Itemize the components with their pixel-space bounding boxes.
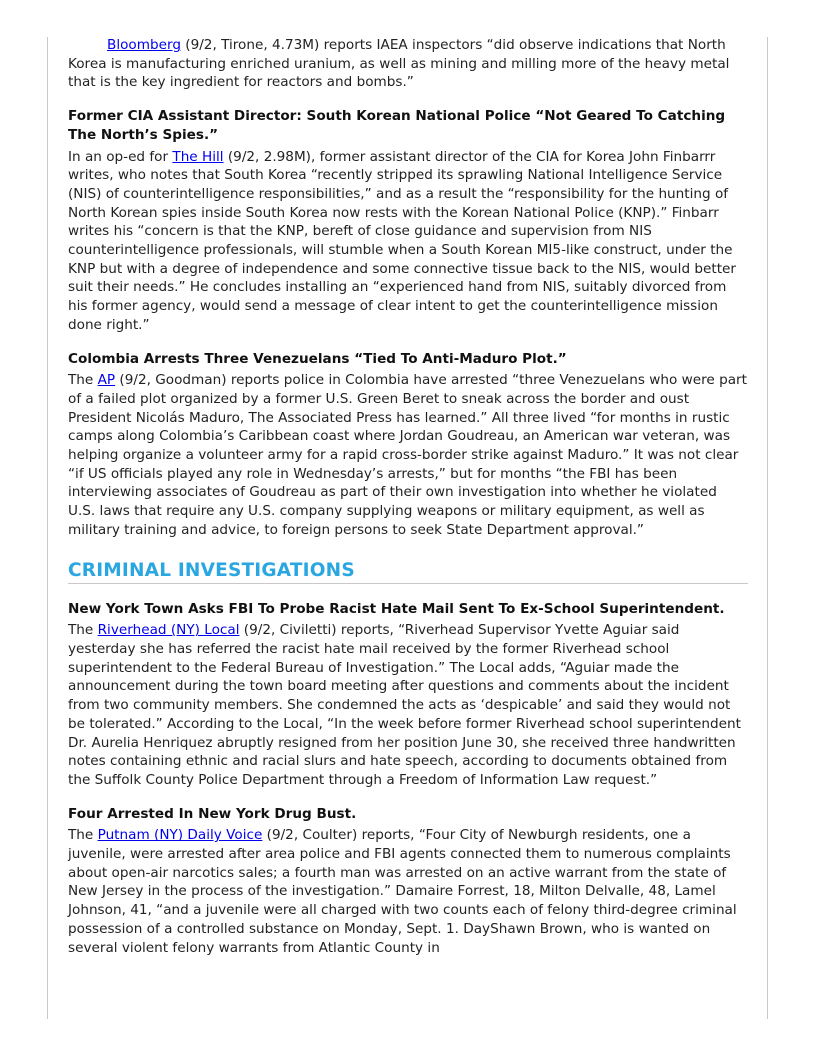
bloomberg-paragraph-text: (9/2, Tirone, 4.73M) reports IAEA inspectors “did observe indications that North Korea is manufacturing enriched uranium, as well as mining and milling more of the heavy metal that is the key ingredient for reactors and bombs.” [68,37,730,91]
article-headline-colombia: Colombia Arrests Three Venezuelans “Tied To Anti-Maduro Plot.” [68,350,567,367]
bloomberg-paragraph [68,36,748,92]
article-body-prefix: The [68,372,98,389]
riverhead-local-link[interactable]: Riverhead (NY) Local [97,622,240,639]
article-body-cia-korea [68,148,748,335]
article-body-prefix: The [68,622,98,639]
article-body-text: (9/2, Coulter) reports, “Four City of Newburgh residents, one a juvenile, were arrested after area police and FBI agents connected them to numerous complaints about open-air narcotics sales; a fourth man was arrested on an active warrant from the state of New Jersey in the process of the investigation.” Damaire Forrest, 18, Milton Delvalle, 48, Lamel Johnson, 41, “and a juvenile were all charged with two counts each of felony third-degree criminal possession of a controlled substance on Monday, Sept. 1. DayShawn Brown, who is wanted on several violent felony warrants from Atlantic County in [68,827,737,956]
bloomberg-link[interactable]: Bloomberg [107,37,181,53]
article-body-prefix: The [68,827,98,844]
right-margin-rule [767,37,768,1019]
putnam-daily-voice-link[interactable]: Putnam (NY) Daily Voice [97,827,263,844]
article-headline-riverhead: New York Town Asks FBI To Probe Racist Hate Mail Sent To Ex-School Superintendent. [68,600,725,617]
the-hill-link[interactable]: The Hill [172,148,224,165]
article-headline-drug-bust: Four Arrested In New York Drug Bust. [68,805,357,822]
article-body-text: (9/2, Goodman) reports police in Colombia have arrested “three Venezuelans who were part of a failed plot organized by a former U.S. Green Beret to sneak across the border and oust President Nicolás Maduro, The Associated Press has learned.” All three lived “for months in rustic camps along Colombia’s Caribbean coast where Jordan Goudreau, an American war veteran, was helping organize a volunteer army for a rapid cross-border strike against Maduro.” It was not clear “if US officials played any role in Wednesday’s arrests,” but for months “the FBI has been interviewing associates of Goudreau as part of their own investigation into whether he violated U.S. laws that require any U.S. company supplying weapons or military equipment, as well as military training and advice, to foreign persons to seek State Department approval.” [68,372,747,538]
left-margin-rule [47,37,48,1019]
article-body-riverhead [68,621,748,789]
article-body-text: (9/2, 2.98M), former assistant director of the CIA for Korea John Finbarrr writes, who notes that South Korea “recently stripped its sprawling National Intelligence Service (NIS) of counterintelligence responsibilities,” and as a result the “responsibility for the hunting of North Korean spies inside South Korea now rests with the Korean National Police (KNP).” Finbarr writes his “concern is that the KNP, bereft of close guidance and supervision from NIS counterintelligence professionals, will stumble when a South Korean MI5-like construct, under the KNP but with a degree of independence and some connective tissue back to the NIS, would better suit their needs.” He concludes installing an “experienced hand from NIS, suitably divorced from his former agency, would send a message of clear intent to get the counterintelligence mission done right.” [68,148,736,333]
article-body-colombia [68,371,748,539]
section-heading-criminal-investigations: CRIMINAL INVESTIGATIONS [68,560,748,584]
article-body-text: (9/2, Civiletti) reports, “Riverhead Supervisor Yvette Aguiar said yesterday she has referred the racist hate mail received by the former Riverhead school superintendent to the Federal Bureau of Investigation.” The Local adds, “Aguiar made the announcement during the town board meeting after questions and comments about the incident from two community members. She condemned the acts as ‘despicable’ and said they would not be tolerated.” According to the Local, “In the week before former Riverhead school superintendent Dr. Aurelia Henriquez abruptly resigned from her position June 30, she received three handwritten notes containing ethnic and racial slurs and hate speech, according to documents obtained from the Suffolk County Police Department through a Freedom of Information Law request.” [68,622,741,788]
newsletter-content [68,36,748,957]
article-body-drug-bust [68,826,748,957]
article-body-prefix: In an op-ed for [68,148,173,165]
ap-link[interactable]: AP [97,372,116,389]
article-headline-cia-korea: Former CIA Assistant Director: South Korean National Police “Not Geared To Catching The North’s Spies.” [68,108,726,143]
